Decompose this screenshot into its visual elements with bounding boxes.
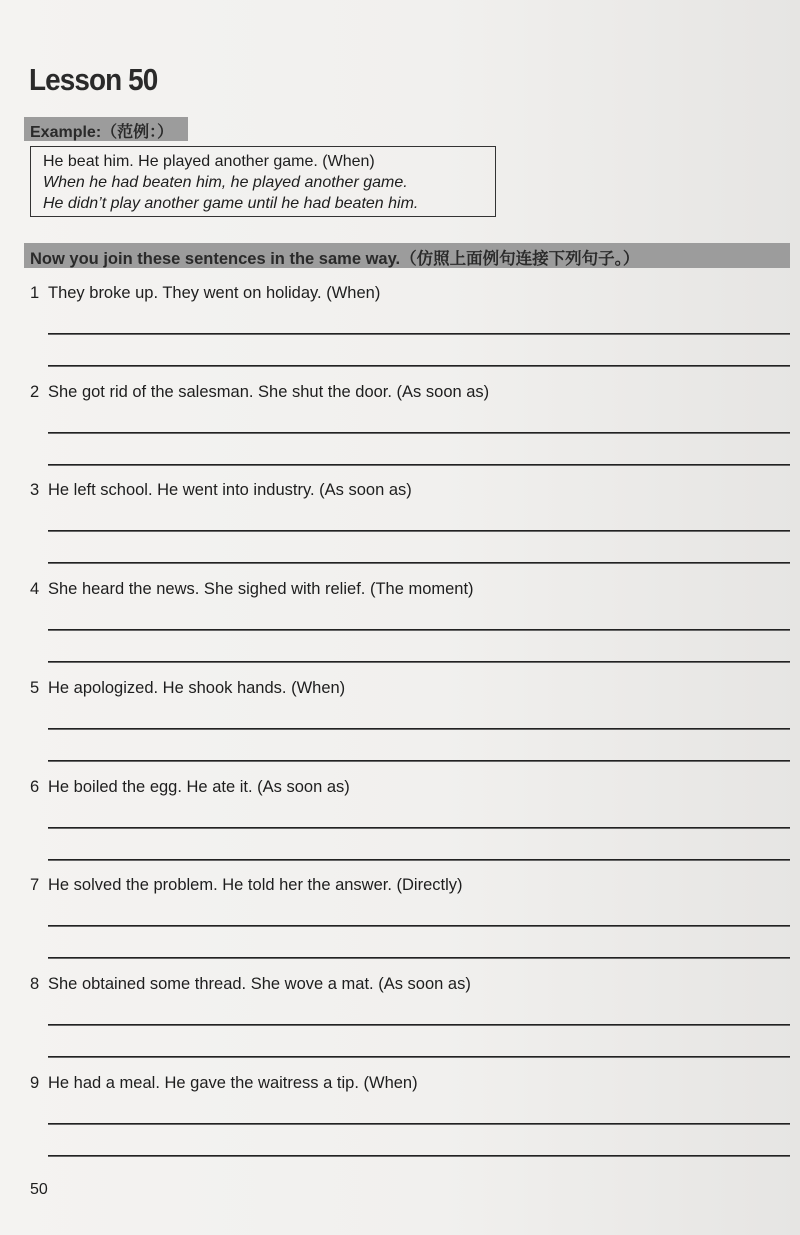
exercise-question — [30, 580, 790, 599]
answer-line[interactable] — [48, 1056, 790, 1058]
item-text: He apologized. He shook hands. (When) — [48, 678, 346, 697]
exercise-item — [30, 1074, 790, 1093]
exercise-question — [30, 679, 790, 698]
exercise-item — [30, 284, 790, 303]
example-label: Example:（范例：） — [24, 117, 188, 141]
answer-line[interactable] — [48, 1155, 790, 1157]
item-number: 4 — [30, 580, 40, 599]
lesson-title: Lesson 50 — [29, 62, 158, 97]
item-number: 3 — [30, 481, 40, 500]
item-text: He boiled the egg. He ate it. (As soon as) — [48, 777, 350, 796]
answer-line[interactable] — [48, 728, 790, 730]
exercise-question — [30, 481, 790, 500]
answer-line[interactable] — [48, 530, 790, 532]
answer-line[interactable] — [48, 925, 790, 927]
exercise-item — [30, 778, 790, 797]
item-number: 2 — [30, 382, 40, 401]
answer-line[interactable] — [48, 333, 790, 335]
example-box — [30, 146, 496, 217]
answer-line[interactable] — [48, 760, 790, 762]
item-number: 6 — [30, 777, 40, 796]
answer-line[interactable] — [48, 1123, 790, 1125]
exercise-item — [30, 975, 790, 994]
item-text: She heard the news. She sighed with relief. (The moment) — [48, 580, 474, 599]
answer-line[interactable] — [48, 1024, 790, 1026]
exercise-question — [30, 284, 790, 303]
example-answer: When he had beaten him, he played another game. — [43, 174, 408, 191]
item-number: 9 — [30, 1073, 40, 1092]
exercise-question — [30, 1074, 790, 1093]
exercise-question — [30, 778, 790, 797]
item-number: 1 — [30, 284, 40, 302]
answer-line[interactable] — [48, 827, 790, 829]
exercise-question — [30, 975, 790, 994]
answer-line[interactable] — [48, 464, 790, 466]
exercise-question — [30, 876, 790, 895]
item-text: She got rid of the salesman. She shut the door. (As soon as) — [48, 382, 490, 401]
exercise-question — [30, 383, 790, 402]
exercise-item — [30, 481, 790, 500]
answer-line[interactable] — [48, 432, 790, 434]
item-text: They broke up. They went on holiday. (When) — [48, 284, 381, 302]
answer-line[interactable] — [48, 957, 790, 959]
exercise-item — [30, 580, 790, 599]
page-number: 50 — [30, 1181, 48, 1198]
item-text: He left school. He went into industry. (As soon as) — [48, 481, 412, 500]
item-text: She obtained some thread. She wove a mat. (As soon as) — [48, 974, 471, 993]
exercise-item — [30, 383, 790, 402]
answer-line[interactable] — [48, 661, 790, 663]
example-prompt: He beat him. He played another game. (When) — [43, 153, 375, 170]
item-text: He had a meal. He gave the waitress a tip. (When) — [48, 1073, 418, 1092]
item-number: 5 — [30, 678, 40, 697]
item-number: 8 — [30, 974, 40, 993]
item-number: 7 — [30, 876, 40, 895]
exercise-item — [30, 679, 790, 698]
answer-line[interactable] — [48, 859, 790, 861]
exercise-item — [30, 876, 790, 895]
instruction-bar: Now you join these sentences in the same way.（仿照上面例句连接下列句子。） — [24, 243, 790, 268]
example-answer: He didn’t play another game until he had beaten him. — [43, 195, 419, 212]
item-text: He solved the problem. He told her the answer. (Directly) — [48, 876, 463, 895]
answer-line[interactable] — [48, 629, 790, 631]
answer-line[interactable] — [48, 562, 790, 564]
answer-line[interactable] — [48, 365, 790, 367]
